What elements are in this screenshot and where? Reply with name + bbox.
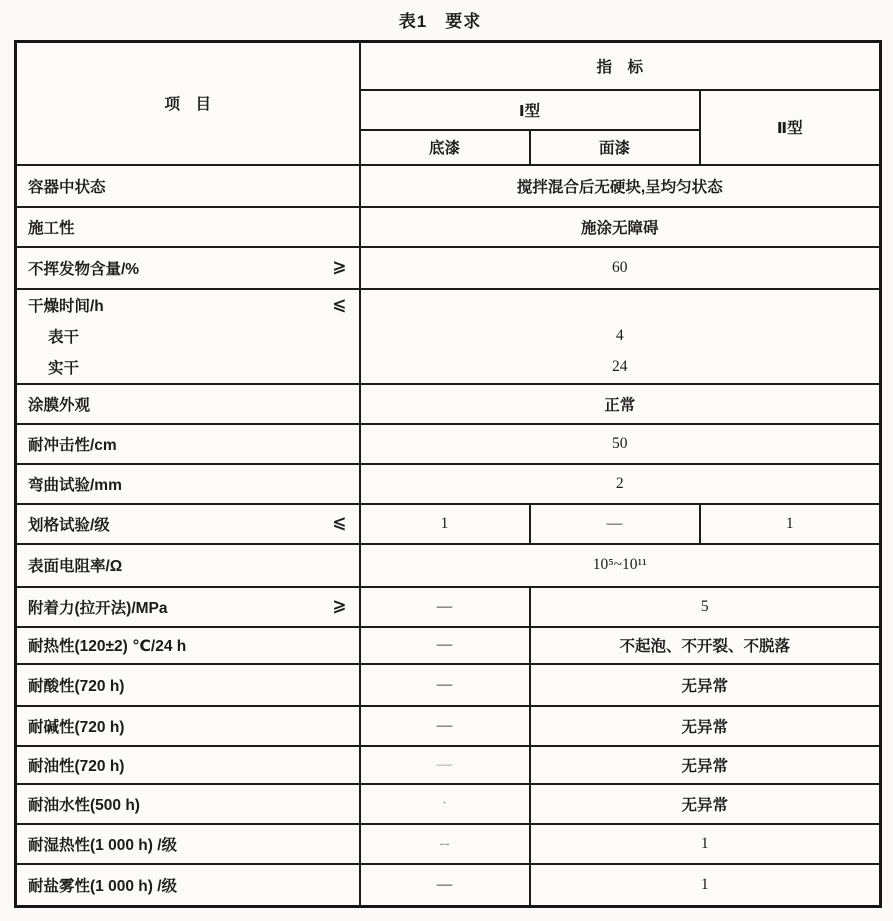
row-item-label: 涂膜外观 xyxy=(28,396,91,414)
row-item-cell xyxy=(16,824,360,864)
table-row xyxy=(16,165,881,207)
table-row xyxy=(16,504,881,544)
sub-item-label: 实干 xyxy=(48,360,80,377)
row-item-cell xyxy=(16,464,360,504)
topcoat-value-cell: — xyxy=(530,504,700,544)
row-item-cell xyxy=(16,627,360,664)
primer-value-cell: · xyxy=(360,784,530,824)
row-item-cell xyxy=(16,504,360,544)
row-value-cell: 1 xyxy=(530,824,881,864)
row-item-cell xyxy=(16,864,360,907)
row-item-cell xyxy=(16,207,360,247)
row-item-label: 干燥时间/h xyxy=(28,298,104,315)
row-item-label: 不挥发物含量/% xyxy=(28,260,140,278)
lte-symbol: ⩽ xyxy=(332,513,347,533)
table-row xyxy=(16,784,881,824)
table-row xyxy=(16,424,881,464)
table-row xyxy=(16,544,881,587)
header-item: 项 目 xyxy=(16,42,360,165)
lte-symbol: ⩽ xyxy=(332,294,347,315)
row-item-label: 耐油性(720 h) xyxy=(28,757,125,775)
row-item-label: 弯曲试验/mm xyxy=(28,476,122,494)
row-item-cell xyxy=(16,165,360,207)
row-item-label: 耐碱性(720 h) xyxy=(28,718,125,736)
primer-value-cell: — xyxy=(360,664,530,706)
row-item-label: 耐热性(120±2) ℃/24 h xyxy=(28,638,187,655)
gte-symbol: ⩾ xyxy=(332,257,347,277)
table-row xyxy=(16,746,881,784)
header-type2: Ⅱ型 xyxy=(700,90,881,165)
row-value-cell: 10⁵~10¹¹ xyxy=(360,544,881,587)
row-item-cell xyxy=(16,424,360,464)
row-item-label: 表面电阻率/Ω xyxy=(28,558,123,575)
row-item-label: 耐盐雾性(1 000 h) /级 xyxy=(28,877,177,895)
row-item-cell xyxy=(16,544,360,587)
row-item-label: 耐酸性(720 h) xyxy=(28,677,125,695)
row-item-label: 耐油水性(500 h) xyxy=(28,796,140,814)
row-item-cell xyxy=(16,247,360,289)
primer-value-cell: — xyxy=(360,864,530,907)
row-value-cell: 50 xyxy=(360,424,881,464)
row-item-label: 容器中状态 xyxy=(28,178,106,196)
table-row xyxy=(16,864,881,907)
row-item-label: 施工性 xyxy=(28,219,75,237)
header-type1: Ⅰ型 xyxy=(360,90,700,130)
row-item-cell xyxy=(16,746,360,784)
row-value-cell: 无异常 xyxy=(530,664,881,706)
row-value-cell: 2 xyxy=(360,464,881,504)
table-row xyxy=(16,664,881,706)
row-value-cell: 1 xyxy=(530,864,881,907)
primer-value-cell: — xyxy=(360,746,530,784)
row-value-cell: 无异常 xyxy=(530,784,881,824)
primer-value-cell: -- xyxy=(360,824,530,864)
row-value-cell: 60 xyxy=(360,247,881,289)
row-item-cell xyxy=(16,706,360,746)
table-row xyxy=(16,824,881,864)
row-item-label: 划格试验/级 xyxy=(28,516,110,534)
table-row xyxy=(16,207,881,247)
requirements-table xyxy=(14,40,882,908)
row-item-cell xyxy=(16,289,360,384)
row-value-cell: 不起泡、不开裂、不脱落 xyxy=(530,627,881,664)
table-row xyxy=(16,627,881,664)
primer-value-cell: 1 xyxy=(360,504,530,544)
row-value-cell: 无异常 xyxy=(530,706,881,746)
table-row xyxy=(16,384,881,424)
row-item-cell xyxy=(16,664,360,706)
header-primer: 底漆 xyxy=(360,130,530,165)
header-row-1 xyxy=(16,42,881,90)
gte-symbol: ⩾ xyxy=(332,596,347,616)
row-value-cell: 正常 xyxy=(360,384,881,424)
primer-value-cell: — xyxy=(360,627,530,664)
table-row xyxy=(16,464,881,504)
row-value-cell: 搅拌混合后无硬块,呈均匀状态 xyxy=(360,165,881,207)
row-item-cell xyxy=(16,587,360,627)
primer-value-cell: — xyxy=(360,706,530,746)
sub-item-label: 表干 xyxy=(48,329,80,346)
row-value-cell: 无异常 xyxy=(530,746,881,784)
row-item-cell xyxy=(16,384,360,424)
row-value-cell: 5 xyxy=(530,587,881,627)
sub-value: 24 xyxy=(612,358,628,375)
row-item-cell xyxy=(16,784,360,824)
sub-value: 4 xyxy=(615,327,624,344)
row-item-label: 附着力(拉开法)/MPa xyxy=(28,599,168,617)
primer-value-cell: — xyxy=(360,587,530,627)
header-indicator: 指 标 xyxy=(360,42,881,90)
table-row xyxy=(16,247,881,289)
type2-value-cell: 1 xyxy=(700,504,881,544)
table-row xyxy=(16,706,881,746)
row-item-label: 耐湿热性(1 000 h) /级 xyxy=(28,836,177,854)
row-item-label: 耐冲击性/cm xyxy=(28,436,117,454)
sub-value-blank xyxy=(361,290,880,321)
table-title: 表1 要求 xyxy=(398,12,482,31)
row-value-cell: 施涂无障碍 xyxy=(360,207,881,247)
header-topcoat: 面漆 xyxy=(530,130,700,165)
row-value-cell xyxy=(360,289,881,384)
table-row-drying-time xyxy=(16,289,881,384)
table-row xyxy=(16,587,881,627)
